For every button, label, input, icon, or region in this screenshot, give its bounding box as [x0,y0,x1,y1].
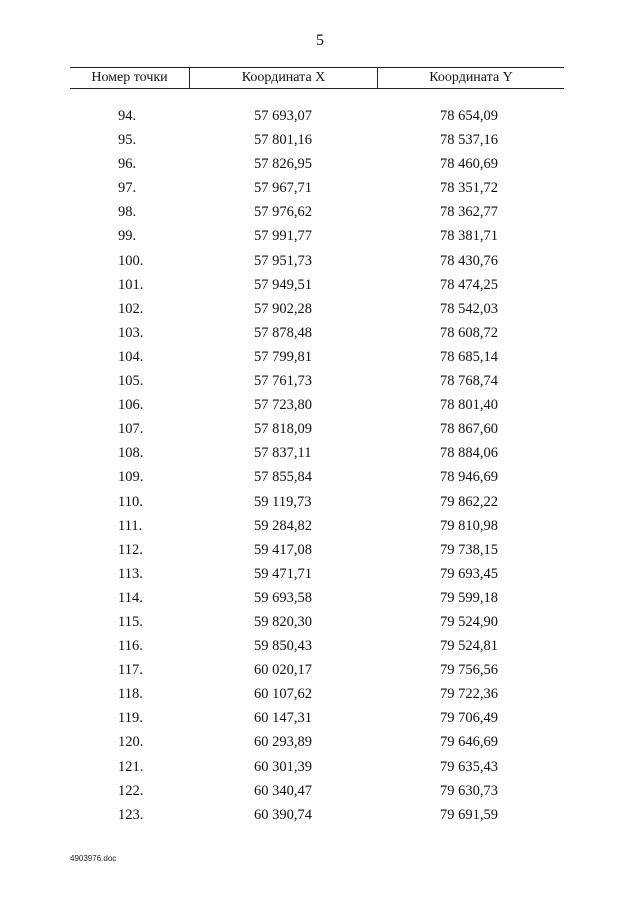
coordinate-y-cell: 79 646,69 [440,734,498,751]
table-row [70,634,564,658]
coordinate-y-cell: 79 738,15 [440,541,498,558]
table-row [70,779,564,803]
coordinate-x-cell: 59 471,71 [254,565,312,582]
coordinate-x-cell: 59 417,08 [254,541,312,558]
coordinate-x-cell: 57 723,80 [254,397,312,414]
coordinate-x-cell: 60 020,17 [254,662,312,679]
table-row [70,393,564,417]
point-number-cell: 97. [118,180,137,197]
coordinate-y-cell: 79 630,73 [440,782,498,799]
coordinate-x-cell: 57 949,51 [254,276,312,293]
coordinate-y-cell: 78 351,72 [440,180,498,197]
point-number-cell: 102. [118,300,144,317]
table-row [70,152,564,176]
point-number-cell: 122. [118,782,144,799]
coordinate-x-cell: 57 967,71 [254,180,312,197]
coordinate-y-cell: 78 768,74 [440,373,498,390]
coordinate-y-cell: 79 722,36 [440,686,498,703]
point-number-cell: 121. [118,758,144,775]
point-number-cell: 111. [118,517,143,534]
header-point-number: Номер точки [70,68,190,88]
coordinate-y-cell: 79 524,81 [440,638,498,655]
point-number-cell: 95. [118,132,137,149]
coordinate-y-cell: 78 685,14 [440,348,498,365]
table-row [70,297,564,321]
point-number-cell: 114. [118,589,143,606]
table-body [70,104,564,827]
coordinate-y-cell: 79 706,49 [440,710,498,727]
coordinate-x-cell: 60 390,74 [254,806,312,823]
point-number-cell: 109. [118,469,144,486]
table-row [70,321,564,345]
coordinate-x-cell: 57 855,84 [254,469,312,486]
point-number-cell: 108. [118,445,144,462]
point-number-cell: 110. [118,493,143,510]
coordinate-x-cell: 59 693,58 [254,589,312,606]
coordinate-y-cell: 78 867,60 [440,421,498,438]
coordinate-x-cell: 57 693,07 [254,108,312,124]
coordinate-x-cell: 59 850,43 [254,638,312,655]
table-row [70,200,564,224]
table-row [70,176,564,200]
coordinate-x-cell: 57 801,16 [254,132,312,149]
point-number-cell: 100. [118,252,144,269]
point-number-cell: 104. [118,348,144,365]
coordinate-y-cell: 79 635,43 [440,758,498,775]
table-row [70,586,564,610]
point-number-cell: 116. [118,638,143,655]
coordinate-x-cell: 57 902,28 [254,300,312,317]
point-number-cell: 117. [118,662,143,679]
point-number-cell: 101. [118,276,144,293]
coordinate-x-cell: 60 301,39 [254,758,312,775]
point-number-cell: 94. [118,108,137,124]
coordinate-y-cell: 78 946,69 [440,469,498,486]
point-number-cell: 112. [118,541,143,558]
coordinate-x-cell: 59 820,30 [254,613,312,630]
coordinate-x-cell: 57 837,11 [254,445,312,462]
point-number-cell: 105. [118,373,144,390]
coordinate-y-cell: 78 884,06 [440,445,498,462]
table-row [70,224,564,248]
table-row [70,658,564,682]
point-number-cell: 115. [118,613,143,630]
coordinate-y-cell: 79 693,45 [440,565,498,582]
point-number-cell: 98. [118,204,137,221]
coordinate-x-cell: 57 826,95 [254,156,312,173]
coordinate-y-cell: 78 430,76 [440,252,498,269]
table-row [70,417,564,441]
point-number-cell: 119. [118,710,143,727]
coordinate-y-cell: 78 542,03 [440,300,498,317]
point-number-cell: 96. [118,156,137,173]
table-row [70,104,564,128]
coordinate-y-cell: 78 381,71 [440,228,498,245]
coordinate-y-cell: 78 801,40 [440,397,498,414]
coordinate-x-cell: 57 991,77 [254,228,312,245]
coordinate-y-cell: 79 810,98 [440,517,498,534]
coordinates-table [70,67,564,827]
coordinate-x-cell: 59 119,73 [254,493,312,510]
coordinate-y-cell: 79 756,56 [440,662,498,679]
table-row [70,610,564,634]
coordinate-x-cell: 60 107,62 [254,686,312,703]
table-row [70,706,564,730]
coordinate-x-cell: 57 951,73 [254,252,312,269]
table-row [70,490,564,514]
point-number-cell: 103. [118,324,144,341]
coordinate-y-cell: 78 608,72 [440,324,498,341]
table-row [70,345,564,369]
table-row [70,369,564,393]
coordinate-y-cell: 79 524,90 [440,613,498,630]
point-number-cell: 107. [118,421,144,438]
coordinate-x-cell: 57 878,48 [254,324,312,341]
coordinate-y-cell: 78 654,09 [440,108,498,124]
table-row [70,562,564,586]
coordinate-y-cell: 79 599,18 [440,589,498,606]
header-coordinate-x: Координата X [190,68,378,88]
coordinate-y-cell: 78 537,16 [440,132,498,149]
header-coordinate-y: Координата Y [429,70,513,85]
point-number-cell: 120. [118,734,144,751]
table-row [70,730,564,754]
table-row [70,128,564,152]
coordinate-x-cell: 60 340,47 [254,782,312,799]
point-number-cell: 123. [118,806,144,823]
table-row [70,682,564,706]
table-row [70,514,564,538]
table-row [70,538,564,562]
table-header [70,67,564,89]
coordinate-x-cell: 57 976,62 [254,204,312,221]
coordinate-y-cell: 78 460,69 [440,156,498,173]
document-file-code: 4903976.doc [70,854,117,863]
coordinate-x-cell: 57 818,09 [254,421,312,438]
coordinate-y-cell: 78 474,25 [440,276,498,293]
coordinate-y-cell: 78 362,77 [440,204,498,221]
point-number-cell: 99. [118,228,137,245]
table-row [70,249,564,273]
point-number-cell: 118. [118,686,143,703]
coordinate-y-cell: 79 862,22 [440,493,498,510]
page-number: 5 [316,32,324,49]
table-row [70,755,564,779]
coordinate-x-cell: 57 799,81 [254,348,312,365]
point-number-cell: 113. [118,565,143,582]
point-number-cell: 106. [118,397,144,414]
coordinate-x-cell: 57 761,73 [254,373,312,390]
coordinate-x-cell: 59 284,82 [254,517,312,534]
table-row [70,465,564,489]
coordinate-y-cell: 79 691,59 [440,806,498,823]
coordinate-x-cell: 60 147,31 [254,710,312,727]
table-row [70,441,564,465]
coordinate-x-cell: 60 293,89 [254,734,312,751]
table-row [70,803,564,827]
table-row [70,273,564,297]
